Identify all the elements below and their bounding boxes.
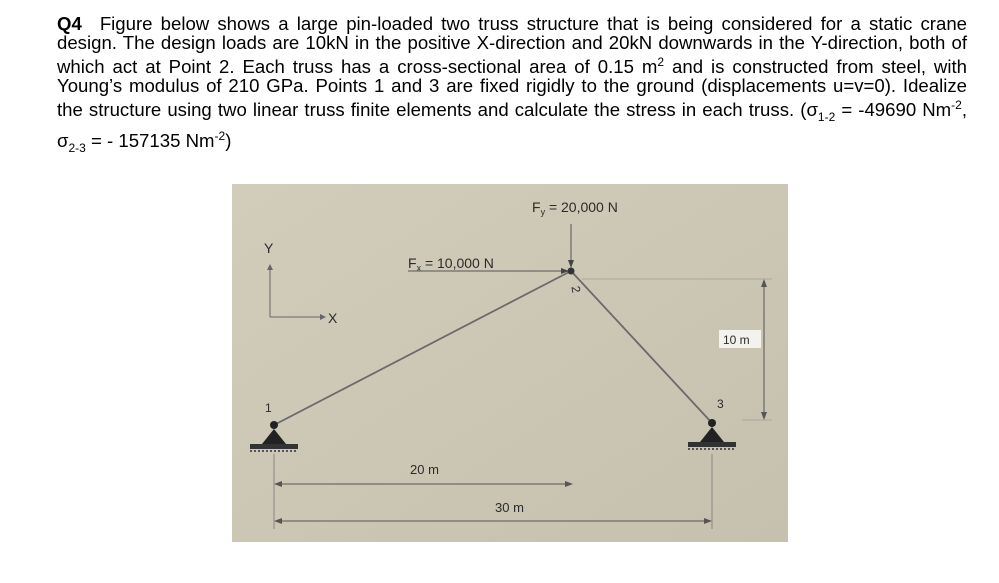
sigma-23-symbol: σ xyxy=(57,130,69,152)
sigma-12-subscript: 1-2 xyxy=(817,109,836,124)
question-number: Q4 xyxy=(57,13,82,34)
node-1-ground xyxy=(250,444,298,449)
question-text xyxy=(57,14,967,158)
axis-y-label: Y xyxy=(264,240,274,256)
sigma-23-subscript: 2-3 xyxy=(68,141,86,156)
dim-10-label: 10 m xyxy=(723,333,750,347)
node-1-label: 1 xyxy=(265,401,272,415)
sigma-23-exponent: -2 xyxy=(214,129,226,144)
sigma-12-exponent: -2 xyxy=(951,97,962,112)
close-paren: ) xyxy=(225,130,232,152)
truss-diagram xyxy=(232,184,788,542)
sigma-23-value: = - 157135 Nm xyxy=(85,130,215,152)
dim-20-label: 20 m xyxy=(410,462,439,477)
sigma-12-symbol: σ xyxy=(806,99,818,120)
truss-figure xyxy=(232,184,788,542)
node-1-pin xyxy=(270,421,278,429)
axis-x-label: X xyxy=(328,310,338,326)
fx-label: $F_x = 10,000$ N xyxy=(408,255,494,273)
node-2-label: 2 xyxy=(568,284,584,294)
node-3-pin xyxy=(708,419,716,427)
sigma-12-value: = -49690 Nm xyxy=(835,99,952,120)
question-text-part2: and is constructed from steel, with Young’s modulus of 210 GPa. Points 1 and 3 are fixed rigidly to the ground (displacements u=v=0). Idealize the structure using two linear truss finite elements and calculate the stress in each truss. ( xyxy=(57,56,967,120)
area-exponent: 2 xyxy=(657,54,665,69)
separator: , xyxy=(961,99,967,120)
node-2-pin xyxy=(568,268,575,275)
node-3-ground xyxy=(688,442,736,447)
node-3-label: 3 xyxy=(717,397,724,411)
question-text-part1: Figure below shows a large pin-loaded two truss structure that is being considered for a static crane design. The design loads are 10kN in the positive X-direction and 20kN downwards in the Y-direction, both of which act at Point 2. Each truss has a cross-sectional area of 0.15 m xyxy=(57,13,967,77)
figure-background xyxy=(232,184,788,542)
dim-30-label: 30 m xyxy=(495,500,524,515)
fy-label: $F_y = 20,000$ N xyxy=(532,199,618,217)
